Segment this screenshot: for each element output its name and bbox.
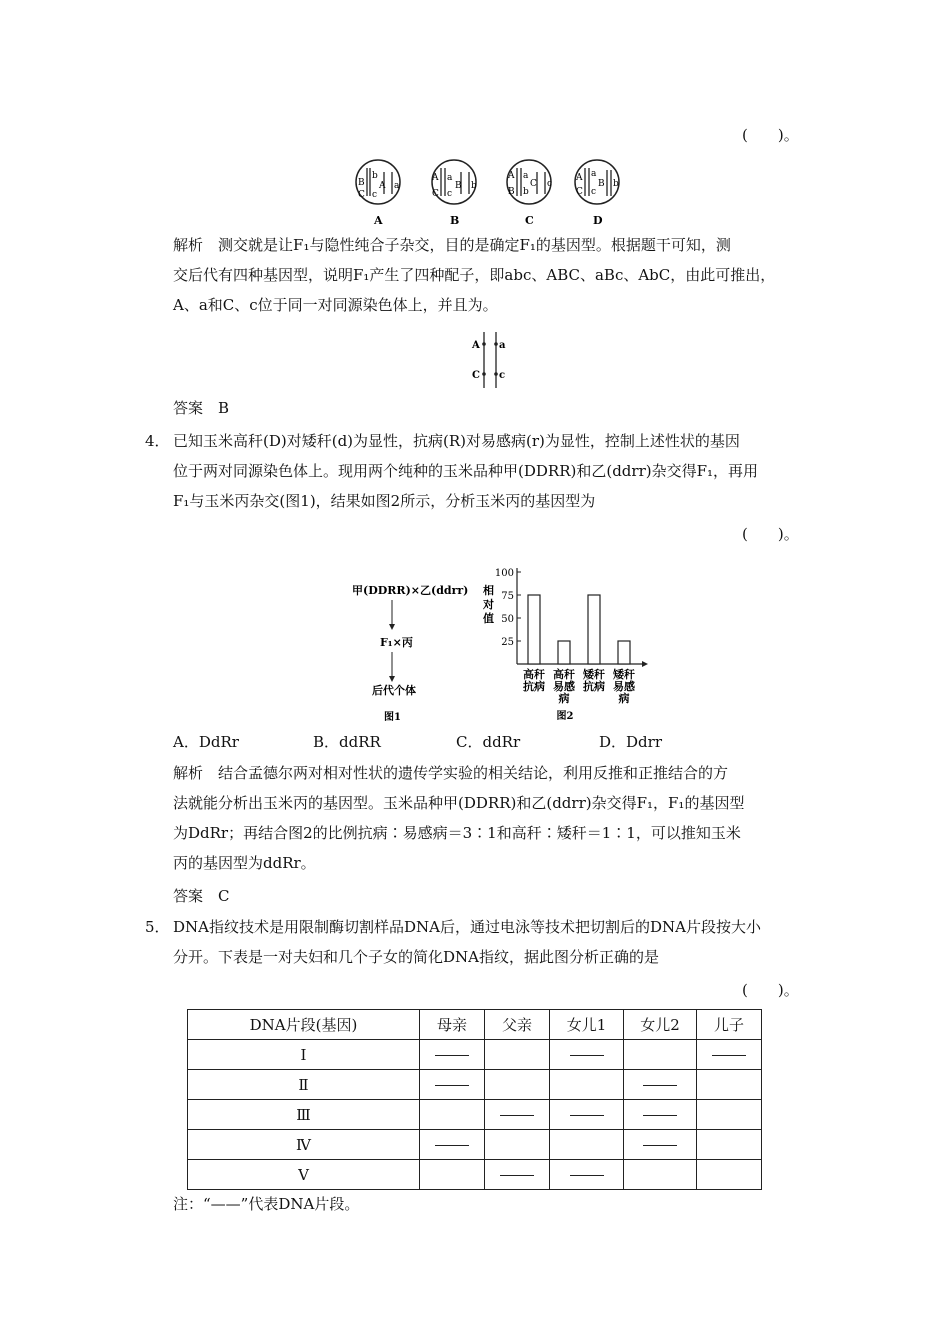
bar-1 xyxy=(528,595,540,664)
chrom-label-c: c xyxy=(499,370,506,381)
q3-answer-value: B xyxy=(218,399,230,417)
q4-answer-value: C xyxy=(218,887,230,905)
fingerprint-cell xyxy=(550,1040,624,1070)
q4-analysis-label: 解析 xyxy=(173,764,204,782)
dna-band-mark xyxy=(435,1145,469,1146)
row-label: Ⅲ xyxy=(188,1100,420,1130)
fingerprint-cell xyxy=(550,1100,624,1130)
svg-text:B: B xyxy=(598,179,605,189)
q4-analysis-text-1: 结合孟德尔两对相对性状的遗传学实验的相关结论，利用反推和正推结合的方 xyxy=(218,764,729,782)
q5-table-note: 注：“——”代表DNA片段。 xyxy=(173,1195,360,1213)
dna-band-mark xyxy=(500,1175,534,1176)
svg-text:c: c xyxy=(372,190,378,200)
q4-analysis-line-1 xyxy=(173,758,728,788)
fingerprint-cell xyxy=(485,1100,550,1130)
q4-analysis-line-3: 为DdRr；再结合图2的比例抗病∶易感病＝3∶1和高秆∶矮秆＝1∶1，可以推知玉米 xyxy=(173,824,741,842)
q5-stem-line-2: 分开。下表是一对夫妇和几个子女的简化DNA指纹，据此图分析正确的是 xyxy=(173,948,659,966)
table-row xyxy=(188,1160,762,1190)
cell-label-b: B xyxy=(450,214,460,227)
svg-text:c: c xyxy=(591,187,597,197)
q3-analysis-line-3: A、a和C、c位于同一对同源染色体上，并且为。 xyxy=(173,296,498,314)
fig1-offspring: 后代个体 xyxy=(372,684,416,697)
svg-text:C: C xyxy=(432,189,439,199)
table-row xyxy=(188,1040,762,1070)
fingerprint-cell xyxy=(420,1160,485,1190)
fingerprint-cell xyxy=(624,1070,697,1100)
header-mother: 母亲 xyxy=(420,1010,485,1040)
svg-text:B: B xyxy=(508,187,515,197)
fingerprint-cell xyxy=(485,1040,550,1070)
svg-text:A: A xyxy=(432,173,439,183)
table-header-row xyxy=(188,1010,762,1040)
x-category-label: 矮秆 xyxy=(613,668,635,681)
homologous-chromosome-diagram xyxy=(468,330,518,392)
fingerprint-cell xyxy=(624,1160,697,1190)
q3-analysis-label: 解析 xyxy=(173,236,204,254)
fingerprint-cell xyxy=(624,1100,697,1130)
q3-answer xyxy=(173,393,229,423)
svg-text:B: B xyxy=(455,181,462,191)
q4-analysis-line-2: 法就能分析出玉米丙的基因型。玉米品种甲(DDRR)和乙(ddrr)杂交得F₁，F₁的基因型 xyxy=(173,794,745,812)
svg-text:b: b xyxy=(372,171,378,181)
q4-number: 4． xyxy=(145,432,170,450)
svg-text:b: b xyxy=(471,181,477,191)
header-daughter-1: 女儿1 xyxy=(550,1010,624,1040)
cell-label-a: A xyxy=(374,214,383,227)
q4-stem-line-3: F₁与玉米丙杂交(图1)，结果如图2所示，分析玉米丙的基因型为 xyxy=(173,492,596,510)
q5-stem-line-1: DNA指纹技术是用限制酶切割样品DNA后，通过电泳等技术把切割后的DNA片段按大小 xyxy=(173,918,761,936)
cell-diagram-d xyxy=(575,160,619,204)
fingerprint-cell xyxy=(420,1100,485,1130)
svg-text:a: a xyxy=(523,171,529,181)
fingerprint-cell xyxy=(420,1130,485,1160)
q4-option-b: B．ddRR xyxy=(313,733,381,751)
fig1-caption: 图1 xyxy=(384,712,401,723)
q4-answer-label: 答案 xyxy=(173,887,204,905)
q3-answer-paren: ( )。 xyxy=(742,126,799,144)
x-category-label: 矮秆 xyxy=(583,668,605,681)
chrom-label-A: A xyxy=(472,340,480,351)
q5-answer-paren: ( )。 xyxy=(742,981,799,999)
fingerprint-cell xyxy=(420,1040,485,1070)
fingerprint-cell xyxy=(697,1040,762,1070)
q3-analysis-line-1 xyxy=(173,230,731,260)
dna-fingerprint-table xyxy=(187,1009,762,1190)
dna-band-mark xyxy=(570,1115,604,1116)
svg-text:C: C xyxy=(358,190,365,200)
x-category-label: 高秆 xyxy=(523,668,545,681)
bar-3 xyxy=(588,595,600,664)
cell-label-d: D xyxy=(593,214,603,227)
fingerprint-cell xyxy=(697,1100,762,1130)
svg-text:C: C xyxy=(576,187,583,197)
q4-option-c: C．ddRr xyxy=(456,733,521,751)
x-category-label: 抗病 xyxy=(583,680,605,693)
header-daughter-2: 女儿2 xyxy=(624,1010,697,1040)
q3-cell-diagrams xyxy=(345,158,619,230)
table-row xyxy=(188,1100,762,1130)
svg-text:c: c xyxy=(447,189,453,199)
cell-diagram-b xyxy=(431,160,477,204)
dna-band-mark xyxy=(435,1055,469,1056)
row-label: Ⅰ xyxy=(188,1040,420,1070)
x-axis-arrow xyxy=(642,661,648,667)
fingerprint-cell xyxy=(550,1160,624,1190)
fingerprint-cell xyxy=(624,1040,697,1070)
fingerprint-cell xyxy=(550,1070,624,1100)
fingerprint-cell xyxy=(624,1130,697,1160)
row-label: Ⅱ xyxy=(188,1070,420,1100)
row-label: Ⅳ xyxy=(188,1130,420,1160)
q3-answer-label: 答案 xyxy=(173,399,204,417)
q5-number: 5． xyxy=(145,918,170,936)
x-category-label: 病 xyxy=(558,692,570,705)
y-tick-label: 50 xyxy=(501,614,514,625)
y-axis-label-char: 相 xyxy=(483,584,494,597)
fingerprint-cell xyxy=(485,1070,550,1100)
q3-analysis-text-1: 测交就是让F₁与隐性纯合子杂交，目的是确定F₁的基因型。根据题干可知，测 xyxy=(218,236,731,254)
x-category-label: 高秆 xyxy=(553,668,575,681)
q4-answer-paren: ( )。 xyxy=(742,525,799,543)
header-dna-fragment: DNA片段(基因) xyxy=(188,1010,420,1040)
table-row xyxy=(188,1070,762,1100)
q4-analysis-line-4: 丙的基因型为ddRr。 xyxy=(173,854,316,872)
row-label: Ⅴ xyxy=(188,1160,420,1190)
dna-band-mark xyxy=(570,1175,604,1176)
svg-text:b: b xyxy=(523,187,529,197)
q4-answer xyxy=(173,881,230,911)
fig1-f1: F₁×丙 xyxy=(380,636,413,649)
fingerprint-cell xyxy=(485,1130,550,1160)
figure-1-cross-diagram xyxy=(350,580,470,725)
svg-text:C: C xyxy=(530,179,537,189)
dna-band-mark xyxy=(712,1055,746,1056)
svg-text:A: A xyxy=(576,173,583,183)
cell-diagram-c xyxy=(507,160,552,204)
svg-text:A: A xyxy=(508,171,515,181)
header-father: 父亲 xyxy=(485,1010,550,1040)
dna-band-mark xyxy=(643,1085,677,1086)
dna-band-mark xyxy=(570,1055,604,1056)
q4-option-d: D．Ddrr xyxy=(599,733,662,751)
y-tick-label: 75 xyxy=(501,591,514,602)
table-row xyxy=(188,1130,762,1160)
x-category-label: 病 xyxy=(618,692,630,705)
fingerprint-cell xyxy=(697,1160,762,1190)
header-son: 儿子 xyxy=(697,1010,762,1040)
svg-text:c: c xyxy=(547,179,553,189)
q4-stem-line-1: 已知玉米高秆(D)对矮秆(d)为显性，抗病(R)对易感病(r)为显性，控制上述性状的基因 xyxy=(173,432,740,450)
y-axis-label-char: 对 xyxy=(483,598,494,611)
y-tick-label: 100 xyxy=(494,568,514,579)
dna-band-mark xyxy=(643,1145,677,1146)
fig2-caption: 图2 xyxy=(556,711,574,722)
chrom-label-C: C xyxy=(472,370,480,381)
x-category-label: 抗病 xyxy=(523,680,545,693)
cell-diagram-a xyxy=(356,160,400,204)
q4-stem-line-2: 位于两对同源染色体上。现用两个纯种的玉米品种甲(DDRR)和乙(ddrr)杂交得F₁，再用 xyxy=(173,462,759,480)
y-axis-label-char: 值 xyxy=(483,612,494,625)
fingerprint-cell xyxy=(697,1130,762,1160)
fingerprint-cell xyxy=(420,1070,485,1100)
svg-text:A: A xyxy=(379,181,386,191)
fingerprint-cell xyxy=(550,1130,624,1160)
y-tick-label: 25 xyxy=(501,637,514,648)
dna-band-mark xyxy=(643,1115,677,1116)
figure-2-bar-chart xyxy=(475,560,655,725)
svg-text:B: B xyxy=(358,178,365,188)
q3-analysis-line-2: 交后代有四种基因型，说明F₁产生了四种配子，即abc、ABC、aBc、AbC，由此可推出， xyxy=(173,266,776,284)
svg-text:a: a xyxy=(591,169,597,179)
cell-label-c: C xyxy=(525,214,534,227)
fingerprint-cell xyxy=(697,1070,762,1100)
svg-text:a: a xyxy=(447,173,453,183)
x-category-label: 易感 xyxy=(613,680,635,693)
fig1-cross: 甲(DDRR)×乙(ddrr) xyxy=(352,584,469,597)
fingerprint-cell xyxy=(485,1160,550,1190)
svg-text:b: b xyxy=(613,179,619,189)
q4-option-a: A．DdRr xyxy=(173,733,239,751)
dna-band-mark xyxy=(435,1085,469,1086)
dna-band-mark xyxy=(500,1115,534,1116)
chrom-label-a: a xyxy=(499,340,506,351)
bar-2 xyxy=(558,641,570,664)
svg-text:a: a xyxy=(394,181,400,191)
bar-4 xyxy=(618,641,630,664)
x-category-label: 易感 xyxy=(553,680,575,693)
